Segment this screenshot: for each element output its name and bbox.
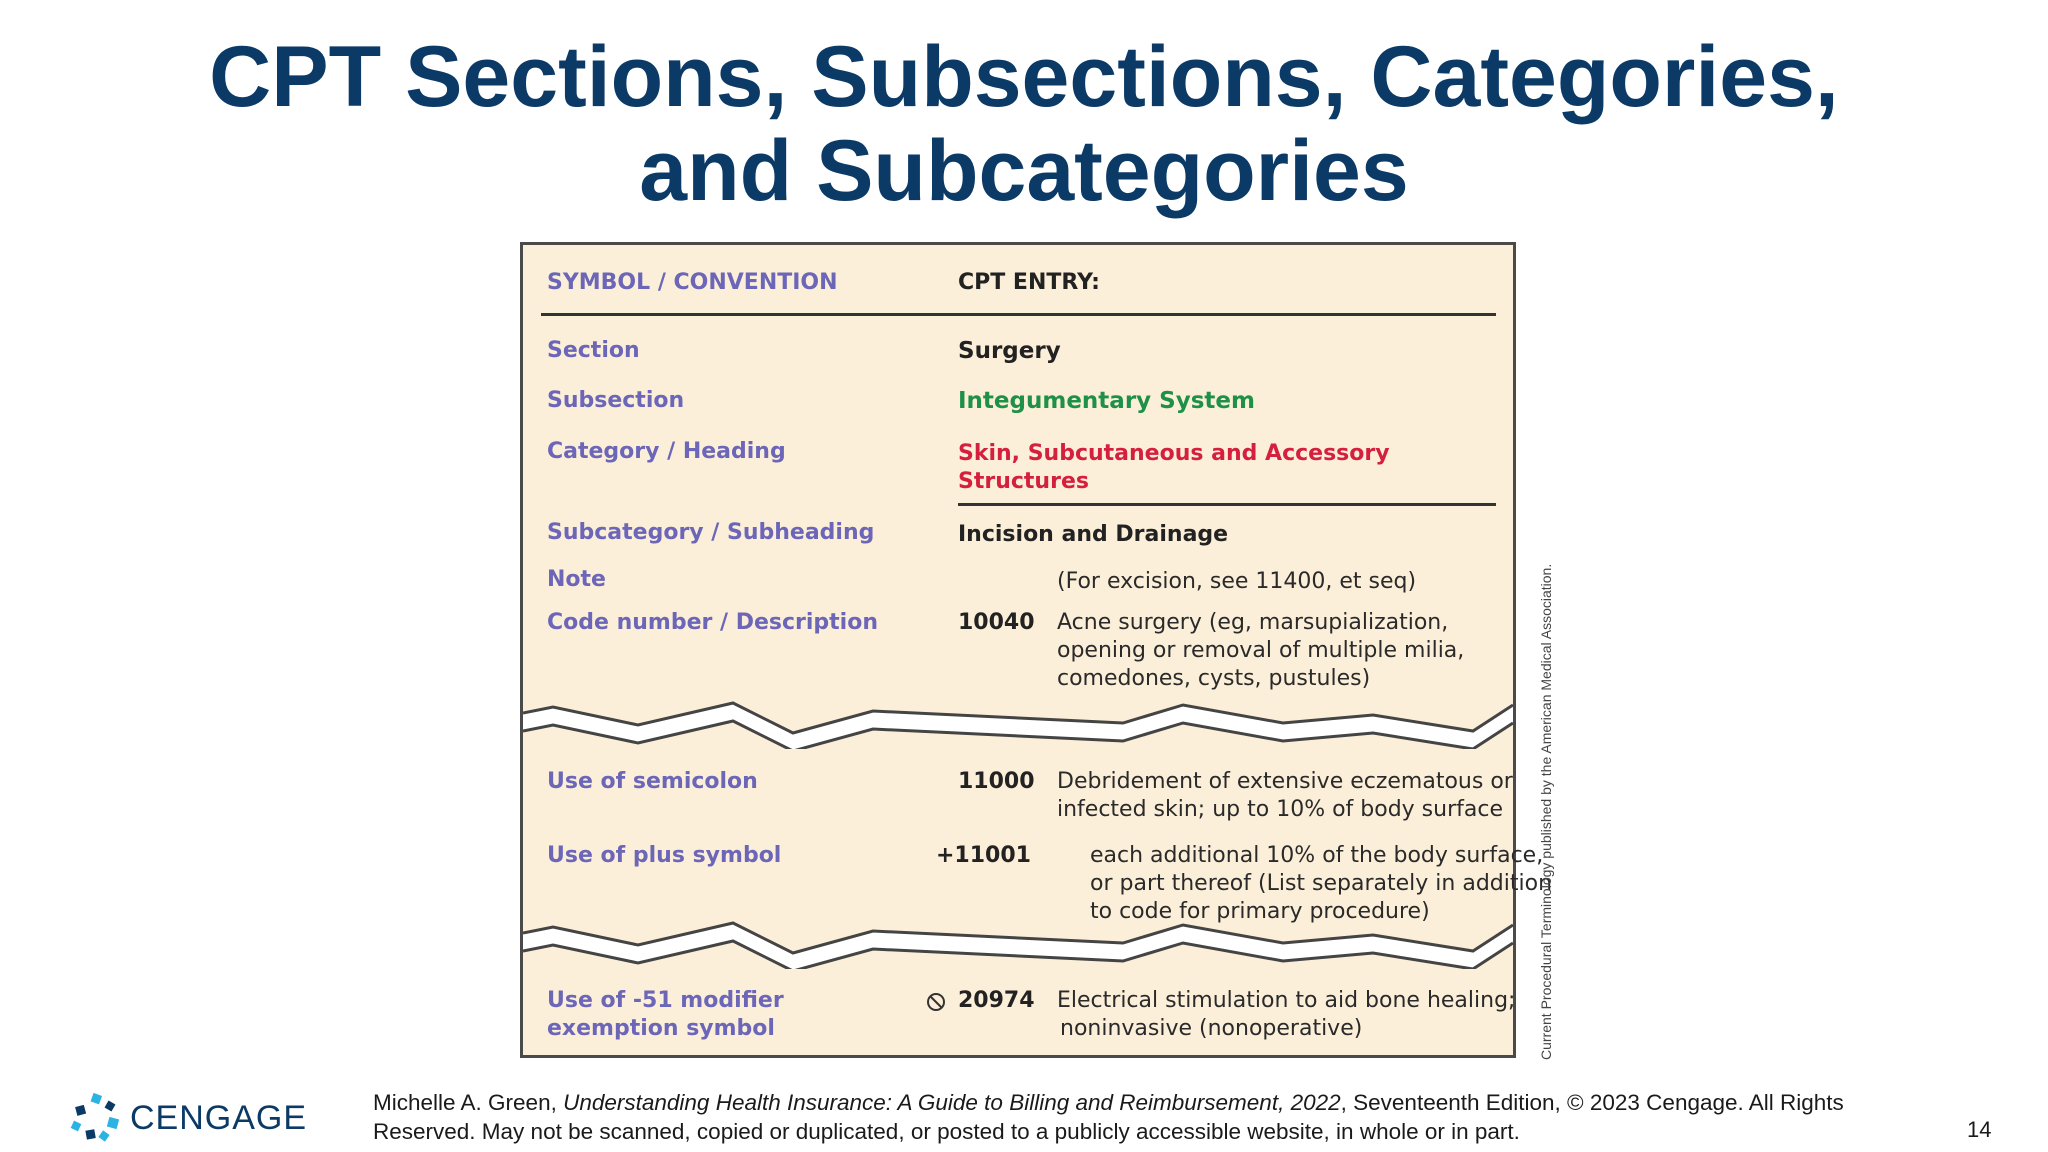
slide-title-line-2: and Subcategories	[639, 123, 1409, 219]
desc-20974-line-1: Electrical stimulation to aid bone healing;	[1057, 988, 1516, 1013]
code-20974: 20974	[958, 988, 1035, 1013]
label-section: Section	[547, 338, 640, 363]
citation	[373, 1088, 1893, 1146]
desc-11001-line-2: or part thereof (List separately in addition	[1090, 871, 1553, 896]
desc-10040-line-3: comedones, cysts, pustules)	[1057, 666, 1371, 691]
desc-11001-line-1: each additional 10% of the body surface,	[1090, 843, 1544, 868]
entry-category-line-2: Structures	[958, 469, 1089, 494]
modifier-51-exempt-icon	[925, 987, 947, 1015]
torn-edge-divider-2	[523, 913, 1513, 969]
cengage-logo-mark-icon	[70, 1092, 126, 1144]
entry-subsection: Integumentary System	[958, 388, 1255, 414]
entry-category-line-1: Skin, Subcutaneous and Accessory	[958, 441, 1390, 466]
header-cpt-entry: CPT ENTRY:	[958, 270, 1100, 295]
cengage-logo-text: CENGAGE	[130, 1099, 308, 1137]
label-modifier-51-line-2: exemption symbol	[547, 1016, 775, 1041]
header-rule	[541, 313, 1496, 316]
desc-20974-line-2: noninvasive (nonoperative)	[1060, 1016, 1363, 1041]
label-use-of-plus-symbol: Use of plus symbol	[547, 843, 782, 868]
entry-subcategory: Incision and Drainage	[958, 522, 1229, 547]
citation-book-title: Understanding Health Insurance: A Guide to Billing and Reimbursement, 2022	[563, 1090, 1341, 1115]
label-subcategory: Subcategory / Subheading	[547, 520, 875, 545]
slide-title	[0, 30, 2048, 218]
header-symbol-convention: SYMBOL / CONVENTION	[547, 270, 838, 295]
citation-rights: , Seventeenth Edition, © 2023 Cengage. All Rights Reserved. May not be scanned, copied or duplicated, or posted to a publicly accessible website, in whole or in part.	[373, 1090, 1844, 1144]
label-subsection: Subsection	[547, 388, 685, 413]
label-category: Category / Heading	[547, 439, 786, 464]
slide-title-line-1: CPT Sections, Subsections, Categories,	[209, 29, 1839, 125]
label-use-of-semicolon: Use of semicolon	[547, 769, 758, 794]
code-11000: 11000	[958, 769, 1035, 794]
desc-10040-line-1: Acne surgery (eg, marsupialization,	[1057, 610, 1449, 635]
category-rule	[958, 503, 1496, 506]
citation-author: Michelle A. Green,	[373, 1090, 564, 1115]
code-10040: 10040	[958, 610, 1035, 635]
desc-11000-line-2: infected skin; up to 10% of body surface	[1057, 797, 1503, 822]
entry-note: (For excision, see 11400, et seq)	[1057, 569, 1417, 594]
label-code-description: Code number / Description	[547, 610, 878, 635]
ama-credit-vertical: Current Procedural Terminology published by the American Medical Association.	[1538, 563, 1554, 1060]
desc-10040-line-2: opening or removal of multiple milia,	[1057, 638, 1465, 663]
label-modifier-51-line-1: Use of -51 modifier	[547, 988, 784, 1013]
desc-11001-line-3: to code for primary procedure)	[1090, 899, 1430, 924]
torn-edge-divider-1	[523, 693, 1513, 749]
desc-11000-line-1: Debridement of extensive eczematous or	[1057, 769, 1513, 794]
page-number: 14	[1967, 1117, 1992, 1142]
code-11001: +11001	[936, 843, 1031, 868]
entry-section: Surgery	[958, 338, 1061, 364]
label-note: Note	[547, 567, 606, 592]
